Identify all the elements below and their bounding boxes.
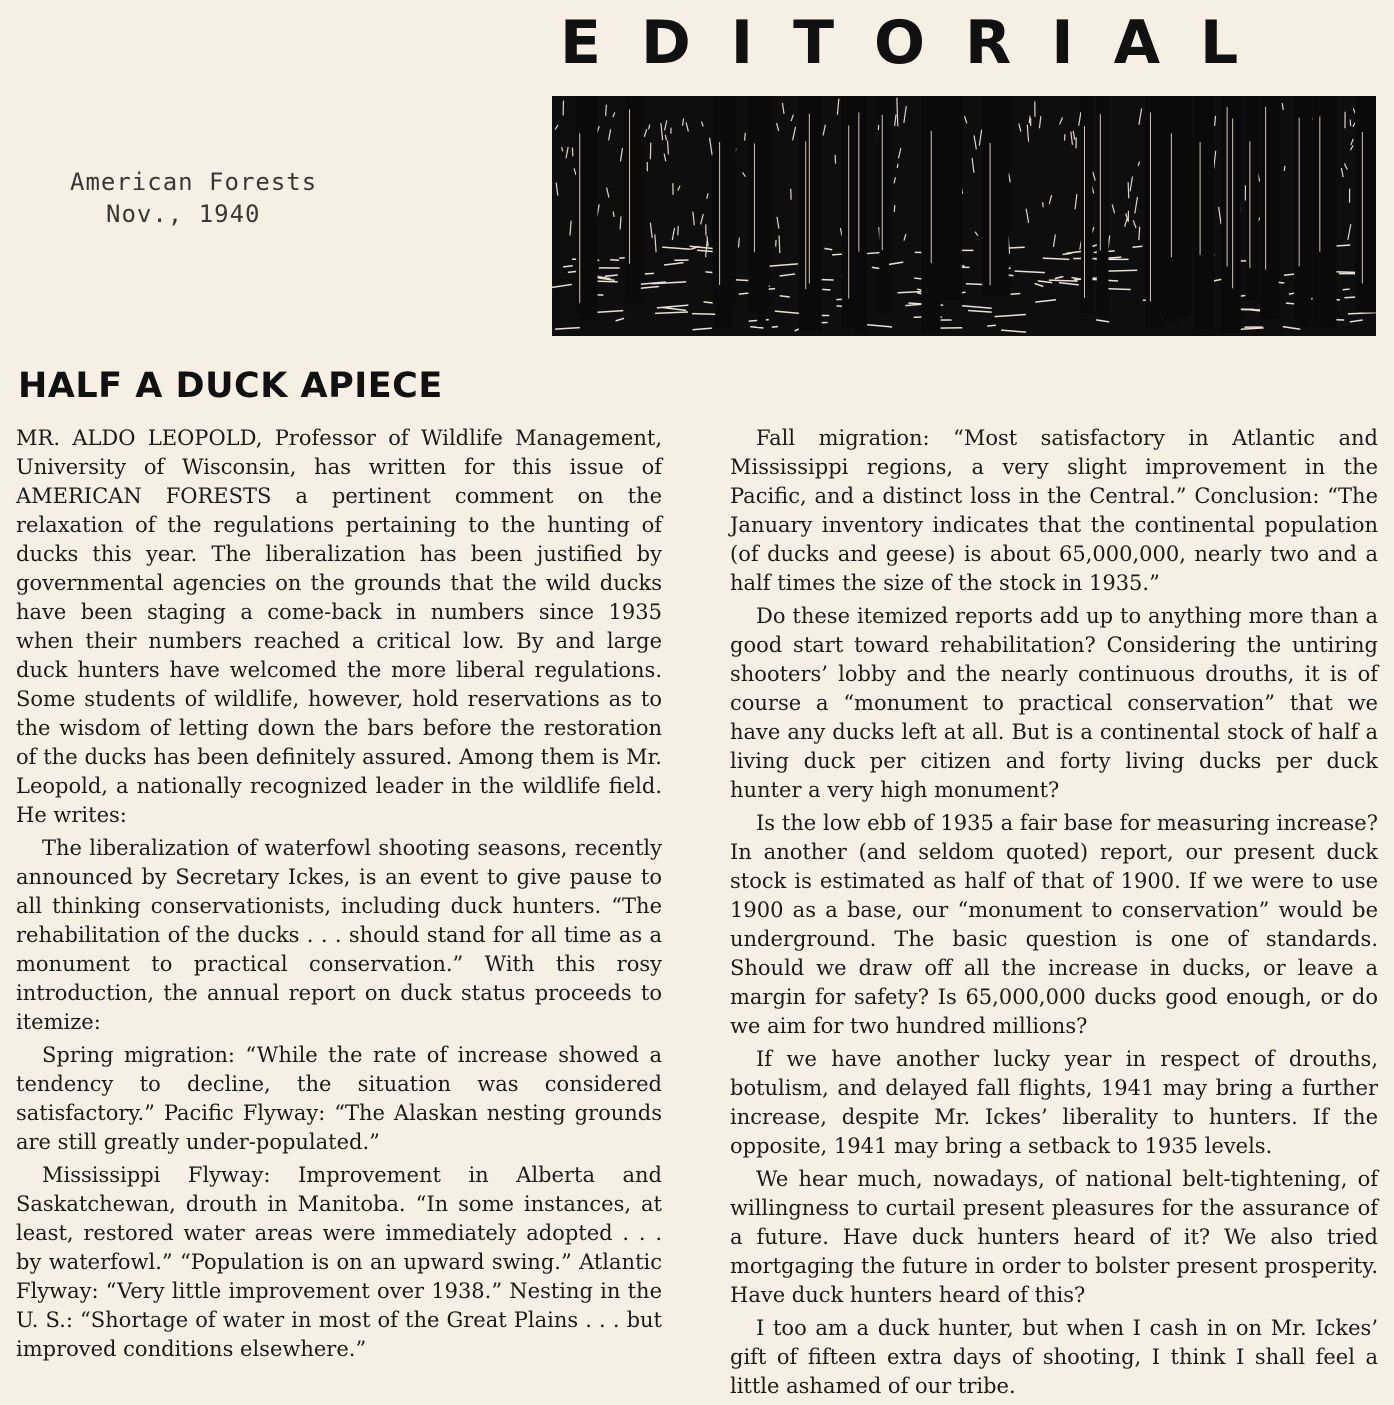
publication-stamp <box>70 166 317 230</box>
paragraph: Is the low ebb of 1935 a fair base for measuring increase? In another (and seldom quoted) report, our present duck stock is estimated as half of that of 1900. If we were to use 1900 as a base, our “monument to conservation” would be underground. The basic question is one of standards. Should we draw off all the increase in ducks, or leave a margin for safety? Is 65,000,000 ducks good enough, or do we aim for two hundred millions? <box>730 809 1378 1041</box>
left-column <box>16 424 662 1368</box>
paragraph: The liberalization of waterfowl shooting seasons, recently announced by Secretary Ickes, is an event to give pause to all thinking conservationists, including duck hunters. “The rehabilitation of the ducks . . . should stand for all time as a monument to practical conservation.” With this rosy introduction, the annual report on duck status proceeds to itemize: <box>16 834 662 1037</box>
paragraph: I too am a duck hunter, but when I cash in on Mr. Ickes’ gift of fifteen extra days of shooting, I think I shall feel a little ashamed of our tribe. <box>730 1314 1378 1401</box>
masthead-title: EDITORIAL <box>560 8 1380 78</box>
paragraph: Spring migration: “While the rate of increase showed a tendency to decline, the situation was considered satisfactory.” Pacific Flyway: “The Alaskan nesting grounds are still greatly under-populated.” <box>16 1041 662 1157</box>
paragraph: We hear much, nowadays, of national belt-tightening, of willingness to curtail present pleasures for the assurance of a future. Have duck hunters heard of it? We also tried mortgaging the future in order to bolster present prosperity. Have duck hunters heard of this? <box>730 1165 1378 1310</box>
right-column <box>730 424 1378 1405</box>
paragraph: Mississippi Flyway: Improvement in Alberta and Saskatchewan, drouth in Manitoba. “In some instances, at least, restored water areas were immediately adopted . . . by waterfowl.” “Population is on an upward swing.” Atlantic Flyway: “Very little improvement over 1938.” Nesting in the U. S.: “Shortage of water in most of the Great Plains . . . but improved conditions elsewhere.” <box>16 1161 662 1364</box>
paragraph: MR. ALDO LEOPOLD, Professor of Wildlife Management, University of Wisconsin, has written for this issue of AMERICAN FORESTS a pertinent comment on the relaxation of the regulations pertaining to the hunting of ducks this year. The liberalization has been justified by governmental agencies on the grounds that the wild ducks have been staging a come-back in numbers since 1935 when their numbers reached a critical low. By and large duck hunters have welcomed the more liberal regulations. Some students of wildlife, however, hold reservations as to the wisdom of letting down the bars before the restoration of the ducks has been definitely assured. Among them is Mr. Leopold, a nationally recognized leader in the wildlife field. He writes: <box>16 424 662 830</box>
stamp-publication: American Forests <box>70 166 317 198</box>
paragraph: Do these itemized reports add up to anything more than a good start toward rehabilitation? Considering the untiring shooters’ lobby and the nearly continuous drouths, it is of course a “monument to practical conservation” that we have any ducks left at all. But is a continental stock of half a living duck per citizen and forty living ducks per duck hunter a very high monument? <box>730 602 1378 805</box>
article-headline: HALF A DUCK APIECE <box>18 366 443 406</box>
stamp-date: Nov., 1940 <box>70 198 317 230</box>
paragraph: Fall migration: “Most satisfactory in Atlantic and Mississippi regions, a very slight improvement in the Pacific, and a distinct loss in the Central.” Conclusion: “The January inventory indicates that the continental population (of ducks and geese) is about 65,000,000, nearly two and a half times the size of the stock in 1935.” <box>730 424 1378 598</box>
paragraph: If we have another lucky year in respect of drouths, botulism, and delayed fall flights, 1941 may bring a further increase, despite Mr. Ickes’ liberality to hunters. If the opposite, 1941 may bring a setback to 1935 levels. <box>730 1045 1378 1161</box>
forest-svg <box>552 96 1376 336</box>
forest-woodcut-illustration <box>552 96 1376 336</box>
